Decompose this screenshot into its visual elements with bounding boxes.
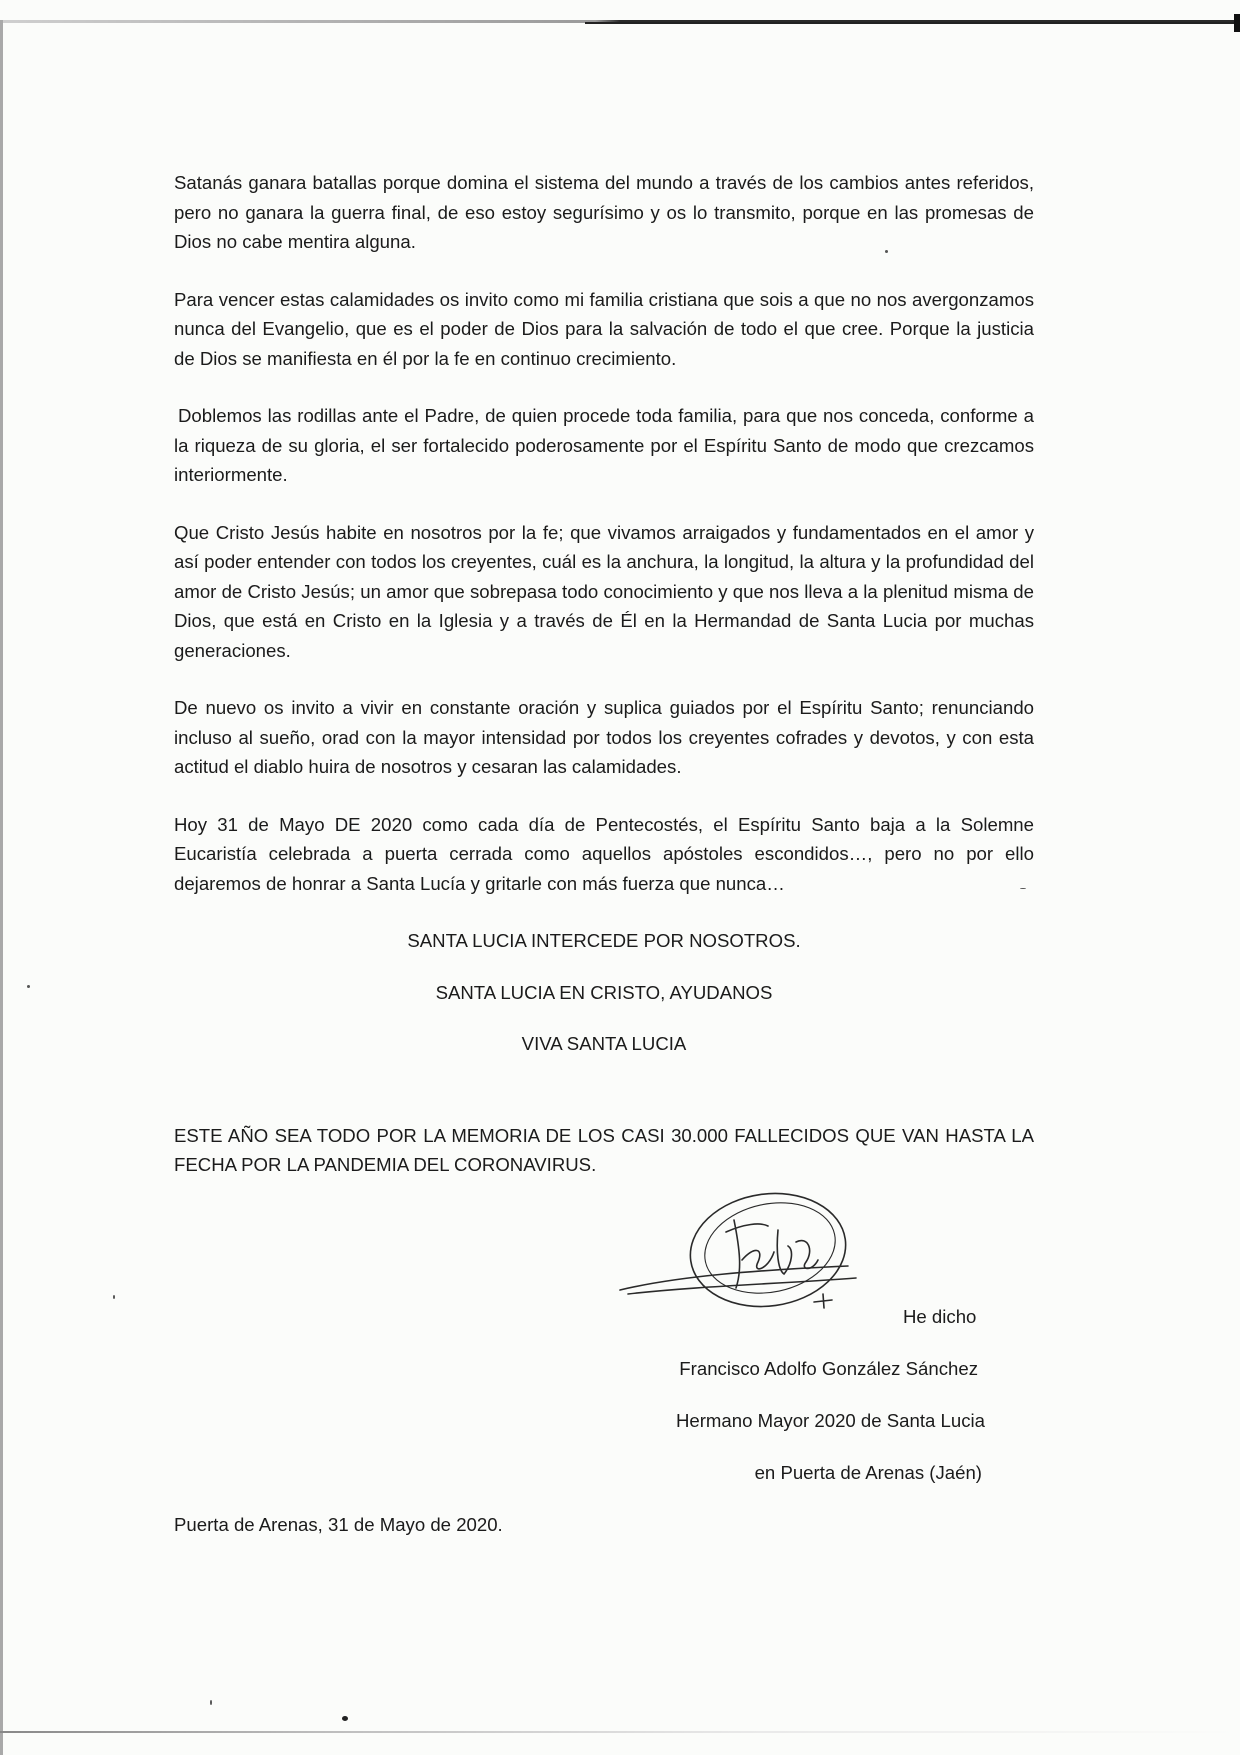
memorial-notice: ESTE AÑO SEA TODO POR LA MEMORIA DE LOS CASI 30.000 FALLECIDOS QUE VAN HASTA LA FECHA POR LA PANDEMIA DEL CORONAVIRUS. — [174, 1124, 1034, 1175]
invocation-line: SANTA LUCIA EN CRISTO, AYUDANOS — [435, 981, 773, 1003]
scan-speck — [342, 1716, 348, 1721]
signer-name: Francisco Adolfo González Sánchez — [679, 1358, 978, 1379]
paragraph: Para vencer estas calamidades os invito como mi familia cristiana que sois a que no nos avergonzamos nunca del Evangelio, que es el poder de Dios para la salvación de todo el que cree. Porque la justicia de Dios se manifiesta en él por la fe en continuo crecimiento. — [174, 288, 1034, 369]
paragraph: Hoy 31 de Mayo DE 2020 como cada día de Pentecostés, el Espíritu Santo baja a la Solemne Eucaristía celebrada a puerta cerrada como aquellos apóstoles escondidos…, pero no por ello dejaremos de honrar a Santa Lucía y gritarle con más fuerza que nunca… — [174, 813, 1034, 894]
invocation-line: VIVA SANTA LUCIA — [521, 1033, 687, 1054]
scan-speck — [113, 1295, 115, 1299]
letter-body — [174, 168, 1034, 1208]
invocations — [174, 926, 1034, 1059]
invocation-line: SANTA LUCIA INTERCEDE POR NOSOTROS. — [407, 930, 801, 951]
closing-he-dicho: He dicho — [903, 1306, 977, 1327]
scan-corner-mark — [1234, 14, 1240, 32]
signer-role: Hermano Mayor 2020 de Santa Lucia — [675, 1410, 985, 1431]
paragraph: Satanás ganara batallas porque domina el sistema del mundo a través de los cambios antes referidos, pero no ganara la guerra final, de eso estoy segurísimo y os lo transmito, porque en las promesas de Dios no cabe mentira alguna. — [174, 172, 1034, 252]
signer-place: en Puerta de Arenas (Jaén) — [754, 1462, 982, 1483]
paragraph: Que Cristo Jesús habite en nosotros por la fe; que vivamos arraigados y fundamentados en el amor y así poder entender con todos los creyentes, cuál es la anchura, la longitud, la altura y la profundidad del amor de Cristo Jesús; un amor que sobrepasa todo conocimiento y que nos lleva a la plenitud misma de Dios, que está en Cristo en la Iglesia y a través de Él en la Hermandad de Santa Lucia por muchas generaciones. — [174, 521, 1034, 661]
paragraph: De nuevo os invito a vivir en constante oración y suplica guiados por el Espíritu Santo; renunciando incluso al sueño, orad con la mayor intensidad por todos los creyentes cofrades y devotos, y con esta actitud el diablo huira de nosotros y cesaran las calamidades. — [174, 697, 1034, 777]
date-line: Puerta de Arenas, 31 de Mayo de 2020. — [174, 1514, 503, 1535]
scan-edge-left — [0, 20, 3, 1755]
scan-edge-bottom — [0, 1731, 1240, 1733]
scan-speck — [27, 985, 30, 988]
paragraph: Doblemos las rodillas ante el Padre, de quien procede toda familia, para que nos conceda, conforme a la riqueza de su gloria, el ser fortalecido poderosamente por el Espíritu Santo de modo que crezcamos interiormente. — [174, 405, 1034, 485]
scan-edge-top-dark — [585, 22, 1240, 24]
scan-speck — [210, 1700, 212, 1705]
handwritten-signature — [618, 1190, 878, 1330]
